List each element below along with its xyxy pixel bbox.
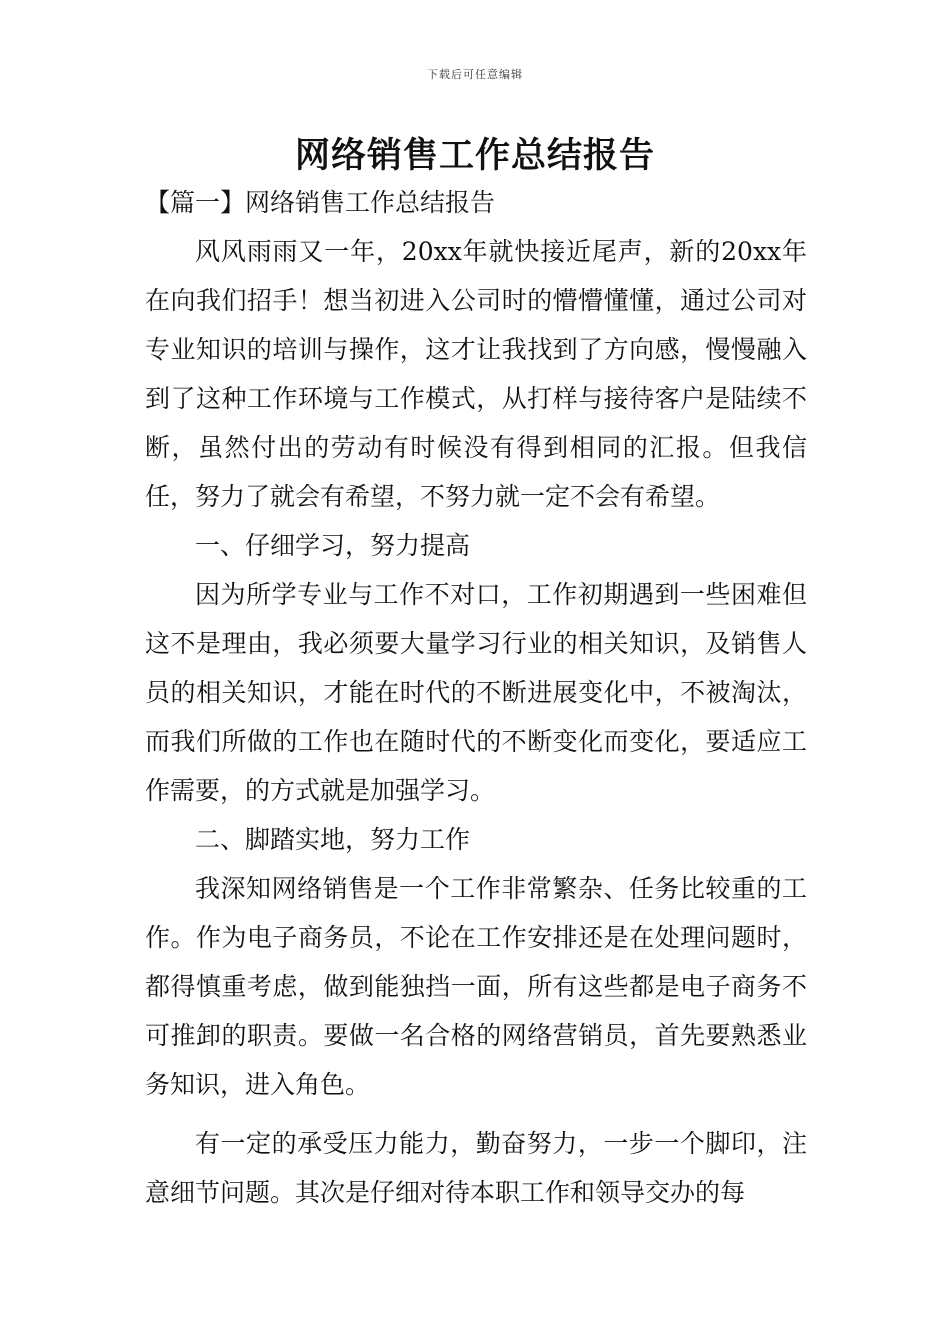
paragraph-pressure: 有一定的承受压力能力，勤奋努力，一步一个脚印，注意细节问题。其次是仔细对待本职工作和领导交办的每 [145, 1129, 807, 1207]
paragraph-study: 因为所学专业与工作不对口，工作初期遇到一些困难但这不是理由，我必须要大量学习行业的相关知识，及销售人员的相关知识，才能在时代的不断进展变化中，不被淘汰，而我们所做的工作也在随时代的不断变化而变化，要适应工作需要，的方式就是加强学习。 [145, 580, 807, 805]
paragraph-work: 我深知网络销售是一个工作非常繁杂、任务比较重的工作。作为电子商务员，不论在工作安排还是在处理问题时，都得慎重考虑，做到能独挡一面，所有这些都是电子商务不可推卸的职责。要做一名合格的网络营销员，首先要熟悉业务知识，进入角色。 [145, 874, 807, 1099]
document-title: 网络销售工作总结报告 [294, 136, 655, 176]
subheading-study: 一、仔细学习，努力提高 [195, 531, 471, 560]
section-heading: 【篇一】网络销售工作总结报告 [145, 188, 496, 217]
subheading-work: 二、脚踏实地，努力工作 [195, 825, 471, 854]
header-note: 下载后可任意编辑 [427, 68, 523, 81]
paragraph-intro: 风风雨雨又一年，20xx年就快接近尾声，新的20xx年在向我们招手！想当初进入公司时的懵懵懂懂，通过公司对专业知识的培训与操作，这才让我找到了方向感，慢慢融入到了这种工作环境与工作模式，从打样与接待客户是陆续不断，虽然付出的劳动有时候没有得到相同的汇报。但我信任，努力了就会有希望，不努力就一定不会有希望。 [145, 237, 807, 511]
document-body [145, 178, 807, 1217]
